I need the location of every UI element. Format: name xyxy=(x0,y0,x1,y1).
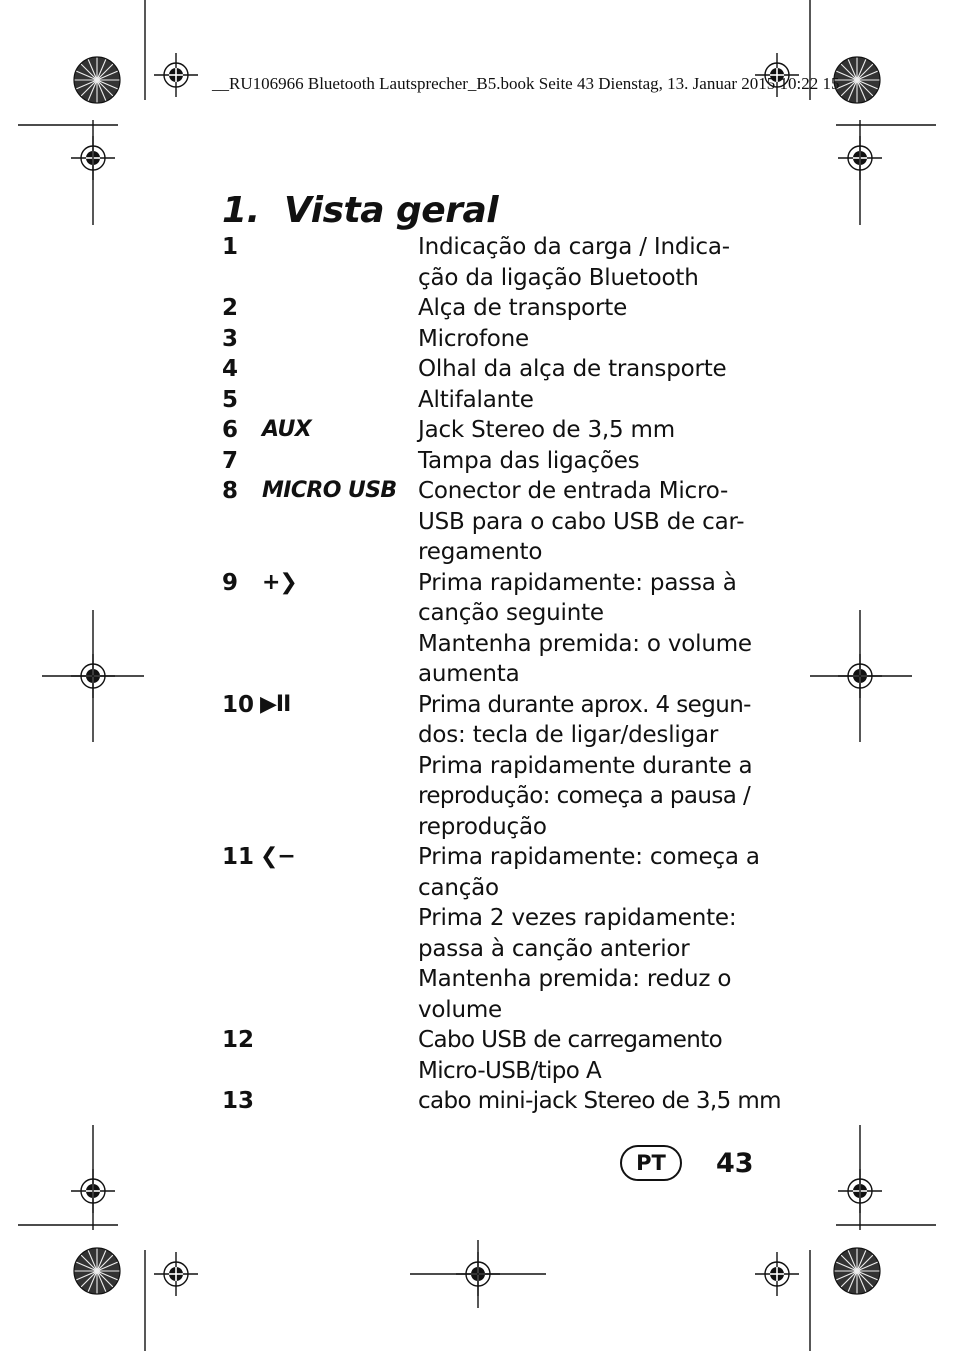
parts-list xyxy=(222,232,782,1117)
item-number: 5 xyxy=(222,386,239,413)
previous-minus-icon: ❮− xyxy=(260,844,295,869)
item-label: MICRO USB xyxy=(262,478,397,503)
item-description: canção seguinte xyxy=(418,600,604,626)
list-item xyxy=(222,385,782,416)
item-description: Microfone xyxy=(418,325,529,352)
item-description: cabo mini-jack Stereo de 3,5 mm xyxy=(418,1088,781,1114)
item-description: aumenta xyxy=(418,661,520,687)
item-number: 7 xyxy=(222,447,239,474)
list-item xyxy=(222,232,782,293)
item-number: 4 xyxy=(222,356,239,382)
item-description: Indicação da carga / Indica- xyxy=(418,234,730,260)
item-number: 13 xyxy=(222,1088,255,1114)
item-description: Cabo USB de carregamento xyxy=(418,1027,723,1053)
item-number: 6 xyxy=(222,417,239,443)
item-description: Olhal da alça de transporte xyxy=(418,356,727,382)
item-description: Mantenha premida: o volume xyxy=(418,630,752,657)
play-pause-icon: ▶II xyxy=(260,691,291,717)
item-description: canção xyxy=(418,874,499,901)
item-description: Mantenha premida: reduz o xyxy=(418,966,732,992)
list-item xyxy=(222,690,782,843)
item-number: 11 xyxy=(222,844,255,870)
page-number: 43 xyxy=(716,1147,754,1179)
list-item xyxy=(222,354,782,385)
list-item xyxy=(222,842,782,1025)
item-description: reprodução xyxy=(418,813,547,840)
list-item xyxy=(222,293,782,324)
list-item xyxy=(222,1025,782,1086)
list-item xyxy=(222,415,782,446)
item-description: Prima durante aprox. 4 segun- xyxy=(418,691,751,718)
item-number: 3 xyxy=(222,325,239,352)
section-heading xyxy=(222,190,498,231)
item-description: Prima rapidamente durante a xyxy=(418,752,753,779)
item-description: Prima 2 vezes rapidamente: xyxy=(418,905,737,931)
item-description: Conector de entrada Micro- xyxy=(418,478,729,504)
item-label: AUX xyxy=(262,417,312,442)
item-description: passa à canção anterior xyxy=(418,935,690,962)
item-description: regamento xyxy=(418,539,543,565)
section-number: 1. xyxy=(222,190,260,231)
list-item xyxy=(222,446,782,477)
section-title: Vista geral xyxy=(284,190,499,231)
list-item xyxy=(222,476,782,568)
plus-next-icon: +❯ xyxy=(262,569,297,595)
list-item xyxy=(222,568,782,690)
item-description: Micro-USB/tipo A xyxy=(418,1057,602,1084)
item-number: 9 xyxy=(222,569,239,596)
item-number: 2 xyxy=(222,295,239,321)
item-description: reprodução: começa a pausa / xyxy=(418,783,751,809)
item-number: 8 xyxy=(222,478,239,504)
language-badge: PT xyxy=(620,1145,682,1181)
item-number: 1 xyxy=(222,234,239,260)
item-description: volume xyxy=(418,996,503,1023)
item-description: Altifalante xyxy=(418,386,534,413)
item-description: USB para o cabo USB de car- xyxy=(418,508,745,535)
list-item xyxy=(222,1086,782,1117)
item-description: ção da ligação Bluetooth xyxy=(418,264,699,291)
item-description: Prima rapidamente: passa à xyxy=(418,569,737,596)
page-footer xyxy=(620,1143,754,1183)
item-number: 10 xyxy=(222,691,255,718)
item-description: Alça de transporte xyxy=(418,295,628,321)
item-description: dos: tecla de ligar/desligar xyxy=(418,722,719,748)
item-description: Tampa das ligações xyxy=(418,447,640,474)
item-description: Prima rapidamente: começa a xyxy=(418,844,760,870)
list-item xyxy=(222,324,782,355)
item-number: 12 xyxy=(222,1027,255,1053)
item-description: Jack Stereo de 3,5 mm xyxy=(418,417,675,443)
file-slug: __RU106966 Bluetooth Lautsprecher_B5.book Seite 43 Dienstag, 13. Januar 2015 10:22 15 xyxy=(212,74,840,93)
